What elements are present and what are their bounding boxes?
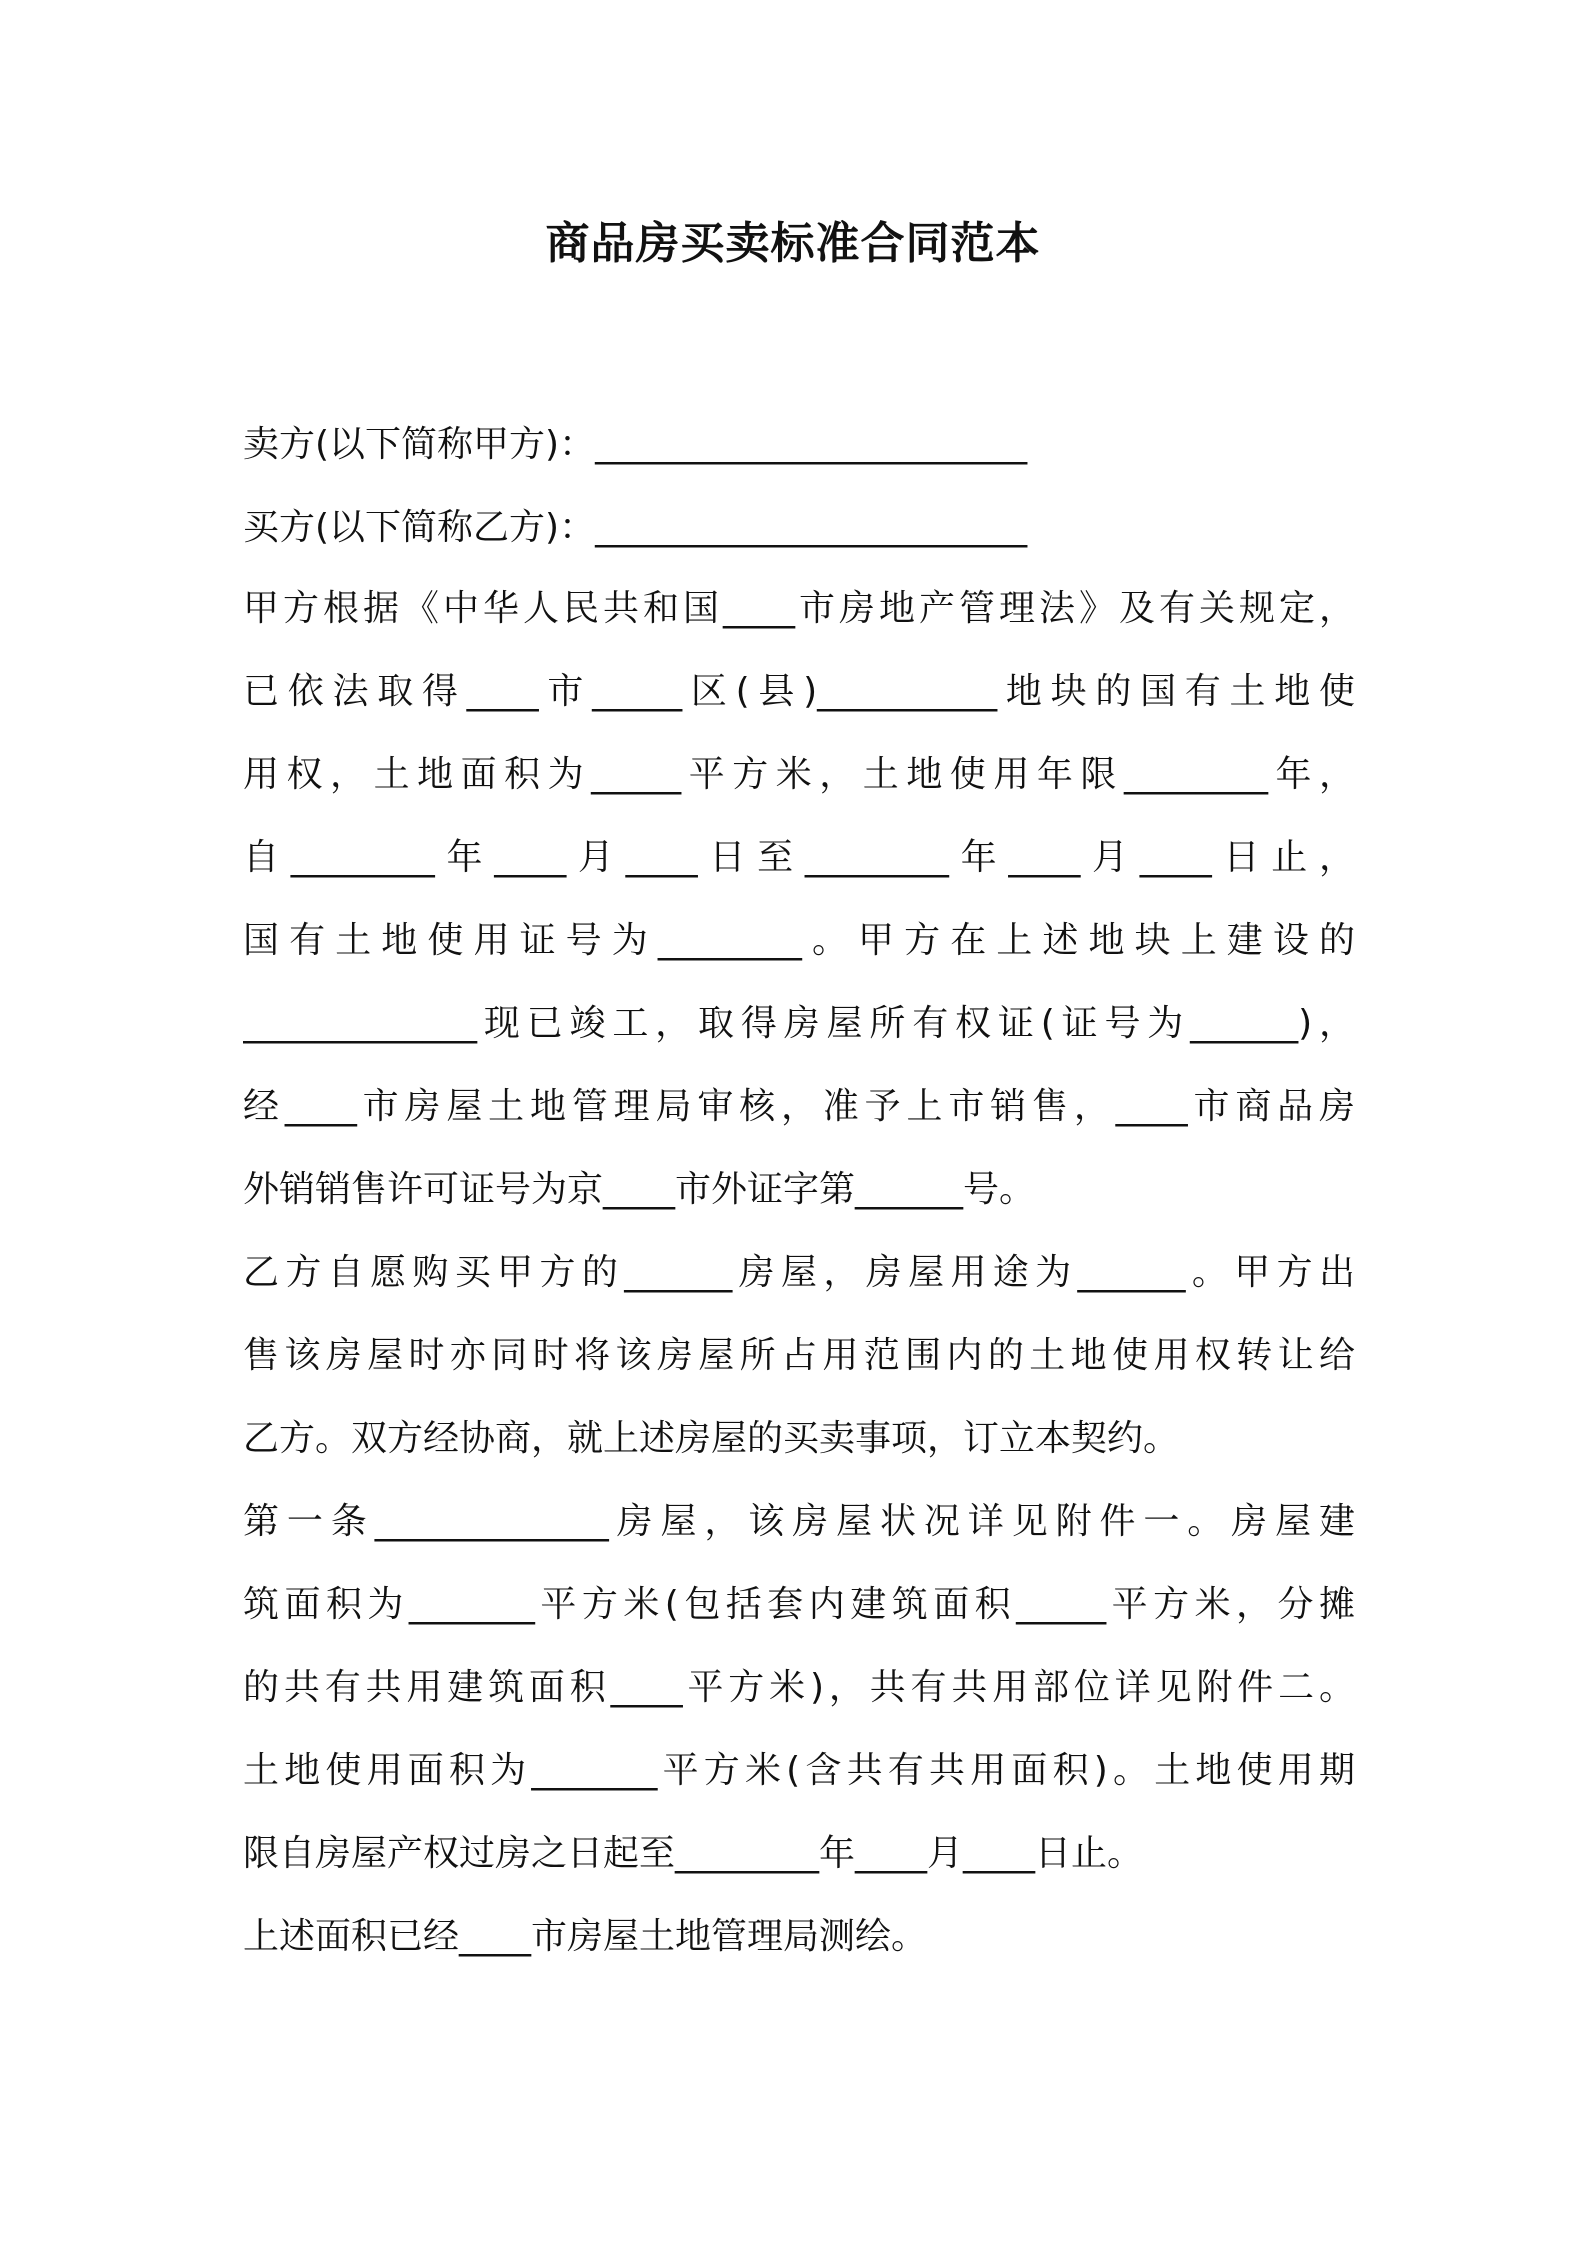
body-line: _____________现已竣工，取得房屋所有权证(证号为______)，: [243, 1003, 1355, 1044]
body-line: 国有土地使用证号为________。甲方在上述地块上建设的: [243, 920, 1355, 961]
body-line: 乙方。双方经协商，就上述房屋的买卖事项，订立本契约。: [243, 1418, 1180, 1459]
body-line: 甲方根据《中华人民共和国____市房地产管理法》及有关规定，: [243, 588, 1355, 629]
body-line: 用权，土地面积为_____平方米，土地使用年限________年，: [243, 754, 1355, 795]
body-line: 售该房屋时亦同时将该房屋所占用范围内的土地使用权转让给: [243, 1335, 1355, 1376]
body-line: 上述面积已经____市房屋土地管理局测绘。: [243, 1916, 928, 1957]
body-line: 自________年____月____日至________年____月____日止，: [243, 837, 1355, 878]
document-title: 商品房买卖标准合同范本: [545, 218, 1041, 269]
body-line: 限自房屋产权过房之日起至________年____月____日止。: [243, 1833, 1144, 1874]
body-line: 筑面积为_______平方米(包括套内建筑面积_____平方米，分摊: [243, 1584, 1355, 1625]
body-line: 已依法取得____市_____区(县)__________地块的国有土地使: [243, 671, 1355, 712]
article-one-line: 第一条_____________房屋，该房屋状况详见附件一。房屋建: [243, 1501, 1355, 1542]
body-line: 外销销售许可证号为京____市外证字第______号。: [243, 1169, 1036, 1210]
buyer-line: 买方(以下简称乙方)：________________________: [243, 507, 1028, 548]
body-line: 经____市房屋土地管理局审核，准予上市销售，____市商品房: [243, 1086, 1355, 1127]
seller-line: 卖方(以下简称甲方)：________________________: [243, 424, 1028, 465]
body-line: 的共有共用建筑面积____平方米)，共有共用部位详见附件二。: [243, 1667, 1355, 1708]
body-line: 乙方自愿购买甲方的______房屋，房屋用途为______。甲方出: [243, 1252, 1355, 1293]
body-line: 土地使用面积为_______平方米(含共有共用面积)。土地使用期: [243, 1750, 1355, 1791]
